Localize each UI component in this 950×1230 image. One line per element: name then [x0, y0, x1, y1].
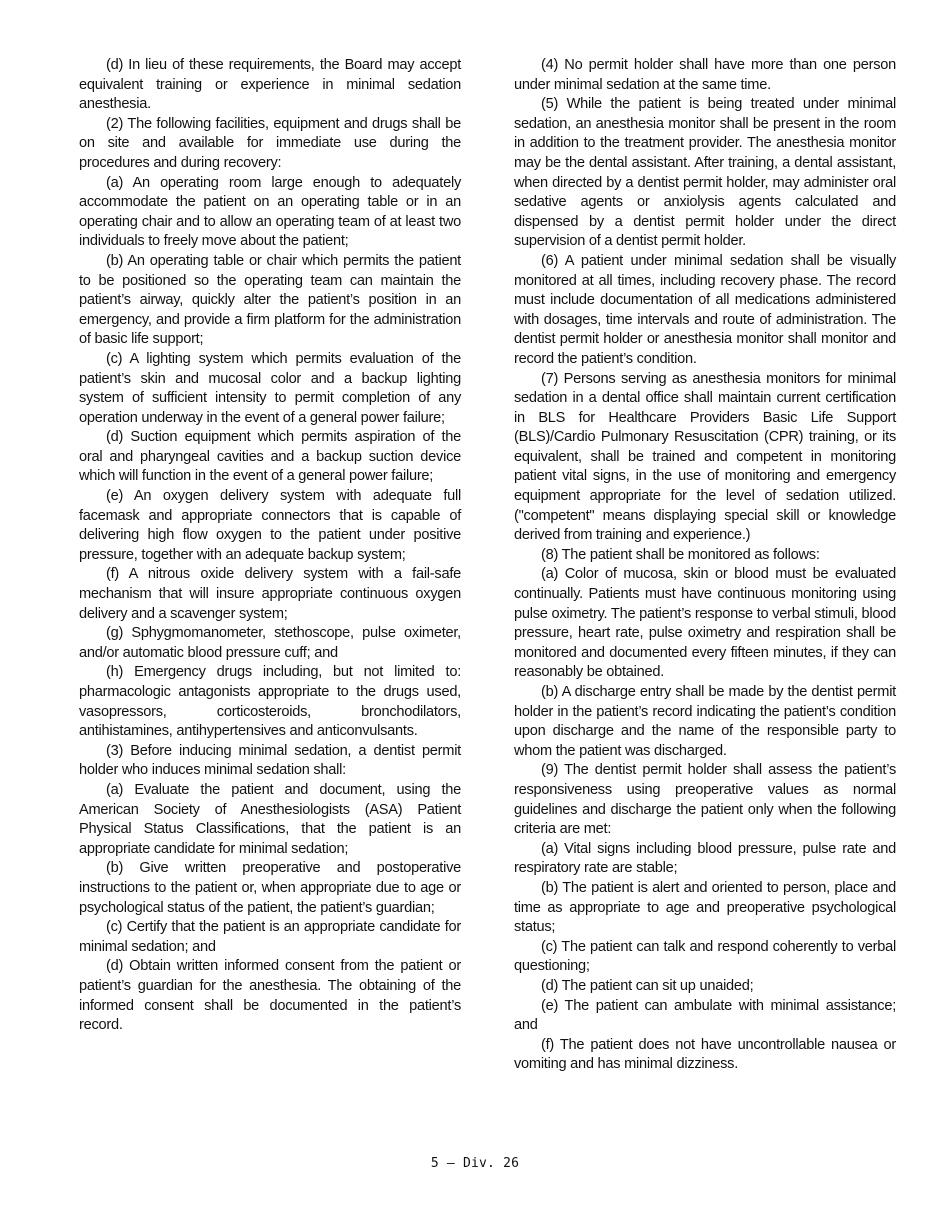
- paragraph: (c) The patient can talk and respond coherently to verbal questioning;: [514, 938, 896, 975]
- paragraph: (e) The patient can ambulate with minimal assistance; and: [514, 997, 896, 1034]
- paragraph: (5) While the patient is being treated under minimal sedation, an anesthesia monitor shall be present in the room in addition to the treatment provider. The anesthesia monitor may be the dental assistant. After training, a dental assistant, when directed by a dentist permit holder, may administer oral sedative agents or anxiolysis agents calculated and dispensed by a dentist permit holder under the direct supervision of a dentist permit holder.: [514, 96, 896, 250]
- paragraph: (d) Suction equipment which permits aspiration of the oral and pharyngeal cavities and a backup suction device which will function in the event of a general power failure;: [79, 429, 461, 485]
- paragraph: (b) Give written preoperative and postoperative instructions to the patient or, when appropriate due to age or psychological status of the patient, the patient’s guardian;: [79, 860, 461, 916]
- paragraph: (a) An operating room large enough to adequately accommodate the patient on an operating table or in an operating chair and to allow an operating team of at least two individuals to freely move about the patient;: [79, 174, 461, 250]
- paragraph: (a) Evaluate the patient and document, using the American Society of Anesthesiologists (ASA) Patient Physical Status Classifications, that the patient is an appropriate candidate for minimal sedation;: [79, 781, 461, 857]
- paragraph: (h) Emergency drugs including, but not limited to: pharmacologic antagonists appropriate to the drugs used, vasopressors, corticosteroids, bronchodilators, antihistamines, antihypertensives and anticonvulsants.: [79, 664, 461, 740]
- paragraph: (a) Color of mucosa, skin or blood must be evaluated continually. Patients must have continuous monitoring using pulse oximetry. The patient’s response to verbal stimuli, blood pressure, heart rate, pulse oximetry and respiration shall be monitored and documented every fifteen minutes, if they can reasonably be obtained.: [514, 566, 896, 681]
- right-column: [514, 56, 896, 1075]
- paragraph: (2) The following facilities, equipment and drugs shall be on site and available for immediate use during the procedures and during recovery:: [79, 115, 461, 171]
- paragraph: (e) An oxygen delivery system with adequate full facemask and appropriate connectors that is capable of delivering high flow oxygen to the patient under positive pressure, together with an adequate backup system;: [79, 488, 461, 563]
- paragraph: (9) The dentist permit holder shall assess the patient’s responsiveness using preoperative values as normal guidelines and discharge the patient only when the following criteria are met:: [514, 762, 896, 838]
- paragraph: (c) Certify that the patient is an appropriate candidate for minimal sedation; and: [79, 919, 461, 955]
- paragraph: (b) An operating table or chair which permits the patient to be positioned so the operating team can maintain the patient’s airway, quickly alter the patient’s position in an emergency, and provide a firm platform for the administration of basic life support;: [79, 252, 461, 348]
- paragraph: (6) A patient under minimal sedation shall be visually monitored at all times, including recovery phase. The record must include documentation of all medications administered with dosages, time intervals and route of administration. The dentist permit holder or anesthesia monitor shall monitor and record the patient’s condition.: [514, 252, 896, 367]
- paragraph: (d) Obtain written informed consent from the patient or patient’s guardian for the anesthesia. The obtaining of the informed consent shall be documented in the patient’s record.: [79, 958, 461, 1034]
- paragraph: (b) A discharge entry shall be made by the dentist permit holder in the patient’s record indicating the patient’s condition upon discharge and the name of the responsible party to whom the patient was discharged.: [514, 684, 896, 759]
- paragraph: (4) No permit holder shall have more than one person under minimal sedation at the same time.: [514, 57, 896, 93]
- paragraph: (a) Vital signs including blood pressure, pulse rate and respiratory rate are stable;: [514, 840, 896, 877]
- paragraph: (d) In lieu of these requirements, the Board may accept equivalent training or experience in minimal sedation anesthesia.: [79, 57, 461, 113]
- paragraph: (f) The patient does not have uncontrollable nausea or vomiting and has minimal dizziness.: [514, 1036, 896, 1073]
- page-number: 5 – Div. 26: [430, 1156, 520, 1171]
- paragraph: (g) Sphygmomanometer, stethoscope, pulse oximeter, and/or automatic blood pressure cuff; and: [79, 625, 461, 661]
- paragraph: (8) The patient shall be monitored as follows:: [541, 546, 820, 563]
- paragraph: (7) Persons serving as anesthesia monitors for minimal sedation in a dental office shall maintain current certification in BLS for Healthcare Providers Basic Life Support (BLS)/Cardio Pulmonary Resuscitation (CPR) training, or its equivalent, shall be trained and competent in monitoring patient vital signs, in the use of monitoring and emergency equipment appropriate for the level of sedation utilized. ("competent" means displaying special skill or knowledge derived from training and experience.): [514, 370, 896, 544]
- paragraph: (3) Before inducing minimal sedation, a dentist permit holder who induces minimal sedation shall:: [79, 742, 461, 779]
- paragraph: (c) A lighting system which permits evaluation of the patient’s skin and mucosal color and a backup lighting system of sufficient intensity to permit completion of any operation underway in the event of a general power failure;: [79, 350, 461, 426]
- paragraph: (f) A nitrous oxide delivery system with a fail-safe mechanism that will insure appropriate continuous oxygen delivery and a scavenger system;: [79, 566, 461, 622]
- left-column: [79, 56, 461, 1036]
- paragraph: (b) The patient is alert and oriented to person, place and time as appropriate to age and preoperative psychological status;: [514, 879, 896, 936]
- paragraph: (d) The patient can sit up unaided;: [541, 977, 754, 994]
